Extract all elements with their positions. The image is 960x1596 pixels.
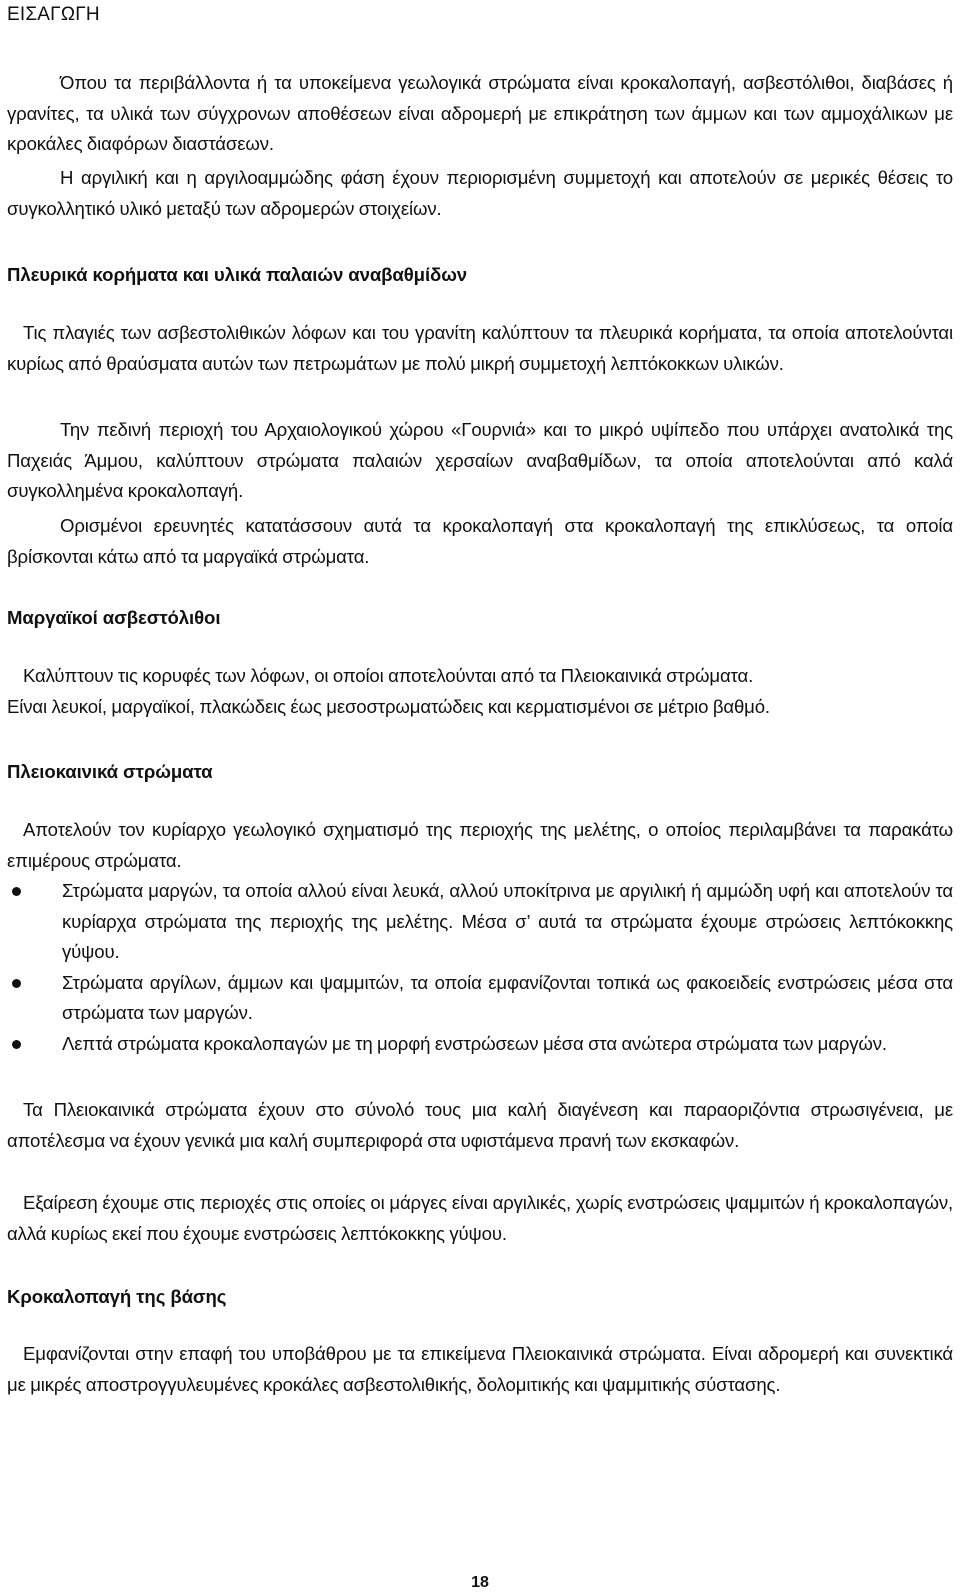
list-item [7,1029,953,1060]
section-heading-lateral-deposits: Πλευρικά κορήματα και υλικά παλαιών αναβαθμίδων [7,264,468,285]
section-heading-pliocene-layers: Πλειοκαινικά στρώματα [7,761,213,782]
chapter-header: ΕΙΣΑΓΩΓΗ [7,4,100,25]
bullet-icon [12,979,21,988]
intro-paragraph-1: Όπου τα περιβάλλοντα ή τα υποκείμενα γεωλογικά στρώματα είναι κροκαλοπαγή, ασβεστόλιθοι, διαβάσες ή γρανίτες, τα υλικά των σύγχρονων αποθέσεων είναι αδρομερή με επικράτηση των άμμων και των αμμοχάλικων με κροκάλες διαφόρων διαστάσεων. [7,72,953,154]
section3-paragraph-3: Εξαίρεση έχουμε στις περιοχές στις οποίες οι μάργες είναι αργιλικές, χωρίς ενστρώσεις ψαμμιτών ή κροκαλοπαγών, αλλά κυρίως εκεί που έχουμε ενστρώσεις λεπτόκοκκης γύψου. [7,1192,953,1244]
bullet-icon [12,1040,21,1049]
section-heading-basal-conglomerates: Κροκαλοπαγή της βάσης [7,1286,227,1307]
section2-paragraph-2: Είναι λευκοί, μαργαϊκοί, πλακώδεις έως μεσοστρωματώδεις και κερματισμένοι σε μέτριο βαθμό. [7,696,770,717]
section2-paragraph-1: Καλύπτουν τις κορυφές των λόφων, οι οποίοι αποτελούνται από τα Πλειοκαινικά στρώματα. [23,665,754,686]
intro-paragraph-2: Η αργιλική και η αργιλοαμμώδης φάση έχουν περιορισμένη συμμετοχή και αποτελούν σε μερικές θέσεις το συγκολλητικό υλικό μεταξύ των αδρομερών στοιχείων. [7,167,953,219]
page-number: 18 [471,1574,489,1591]
section3-paragraph-2: Τα Πλειοκαινικά στρώματα έχουν στο σύνολό τους μια καλή διαγένεση και παραοριζόντια στρωσιγένεια, με αποτέλεσμα να έχουν γενικά μια καλή συμπεριφορά στα υφιστάμενα πρανή των εκσκαφών. [7,1099,953,1151]
section1-paragraph-3: Ορισμένοι ερευνητές κατατάσσουν αυτά τα κροκαλοπαγή στα κροκαλοπαγή της επικλύσεως, τα οποία βρίσκονται κάτω από τα μαργαϊκά στρώματα. [7,515,953,567]
list-item-text: Στρώματα αργίλων, άμμων και ψαμμιτών, τα οποία εμφανίζονται τοπικά ως φακοειδείς ενστρώσεις μέσα στα στρώματα των μαργών. [62,971,953,1023]
list-item-text: Λεπτά στρώματα κροκαλοπαγών με τη μορφή ενστρώσεων μέσα στα ανώτερα στρώματα των μαργών. [62,1032,887,1054]
bullet-icon [12,887,21,896]
list-item [7,968,953,1029]
list-item [7,876,953,968]
section1-paragraph-1: Τις πλαγιές των ασβεστολιθικών λόφων και του γρανίτη καλύπτουν τα πλευρικά κορήματα, τα οποία αποτελούνται κυρίως από θραύσματα αυτών των πετρωμάτων με πολύ μικρή συμμετοχή λεπτόκοκκων υλικών. [7,322,953,374]
list-item-text: Στρώματα μαργών, τα οποία αλλού είναι λευκά, αλλού υποκίτρινα με αργιλική ή αμμώδη υφή και αποτελούν τα κυρίαρχα στρώματα της περιοχής της μελέτης. Μέσα σ’ αυτά τα στρώματα έχουμε στρώσεις λεπτόκοκκης γύψου. [62,880,953,962]
pliocene-layer-list [7,876,953,1059]
section4-paragraph-1: Εμφανίζονται στην επαφή του υποβάθρου με τα επικείμενα Πλειοκαινικά στρώματα. Είναι αδρομερή και συνεκτικά με μικρές αποστρογγυλευμένες κροκάλες ασβεστολιθικής, δολομιτικής και ψαμμιτικής σύστασης. [7,1343,953,1395]
section3-paragraph-1: Αποτελούν τον κυρίαρχο γεωλογικό σχηματισμό της περιοχής της μελέτης, ο οποίος περιλαμβάνει τα παρακάτω επιμέρους στρώματα. [7,819,953,871]
section1-paragraph-2: Την πεδινή περιοχή του Αρχαιολογικού χώρου «Γουρνιά» και το μικρό υψίπεδο που υπάρχει ανατολικά της Παχειάς Άμμου, καλύπτουν στρώματα παλαιών χερσαίων αναβαθμίδων, τα οποία αποτελούνται από καλά συγκολλημένα κροκαλοπαγή. [7,419,953,501]
section-heading-marly-limestones: Μαργαϊκοί ασβεστόλιθοι [7,607,221,628]
